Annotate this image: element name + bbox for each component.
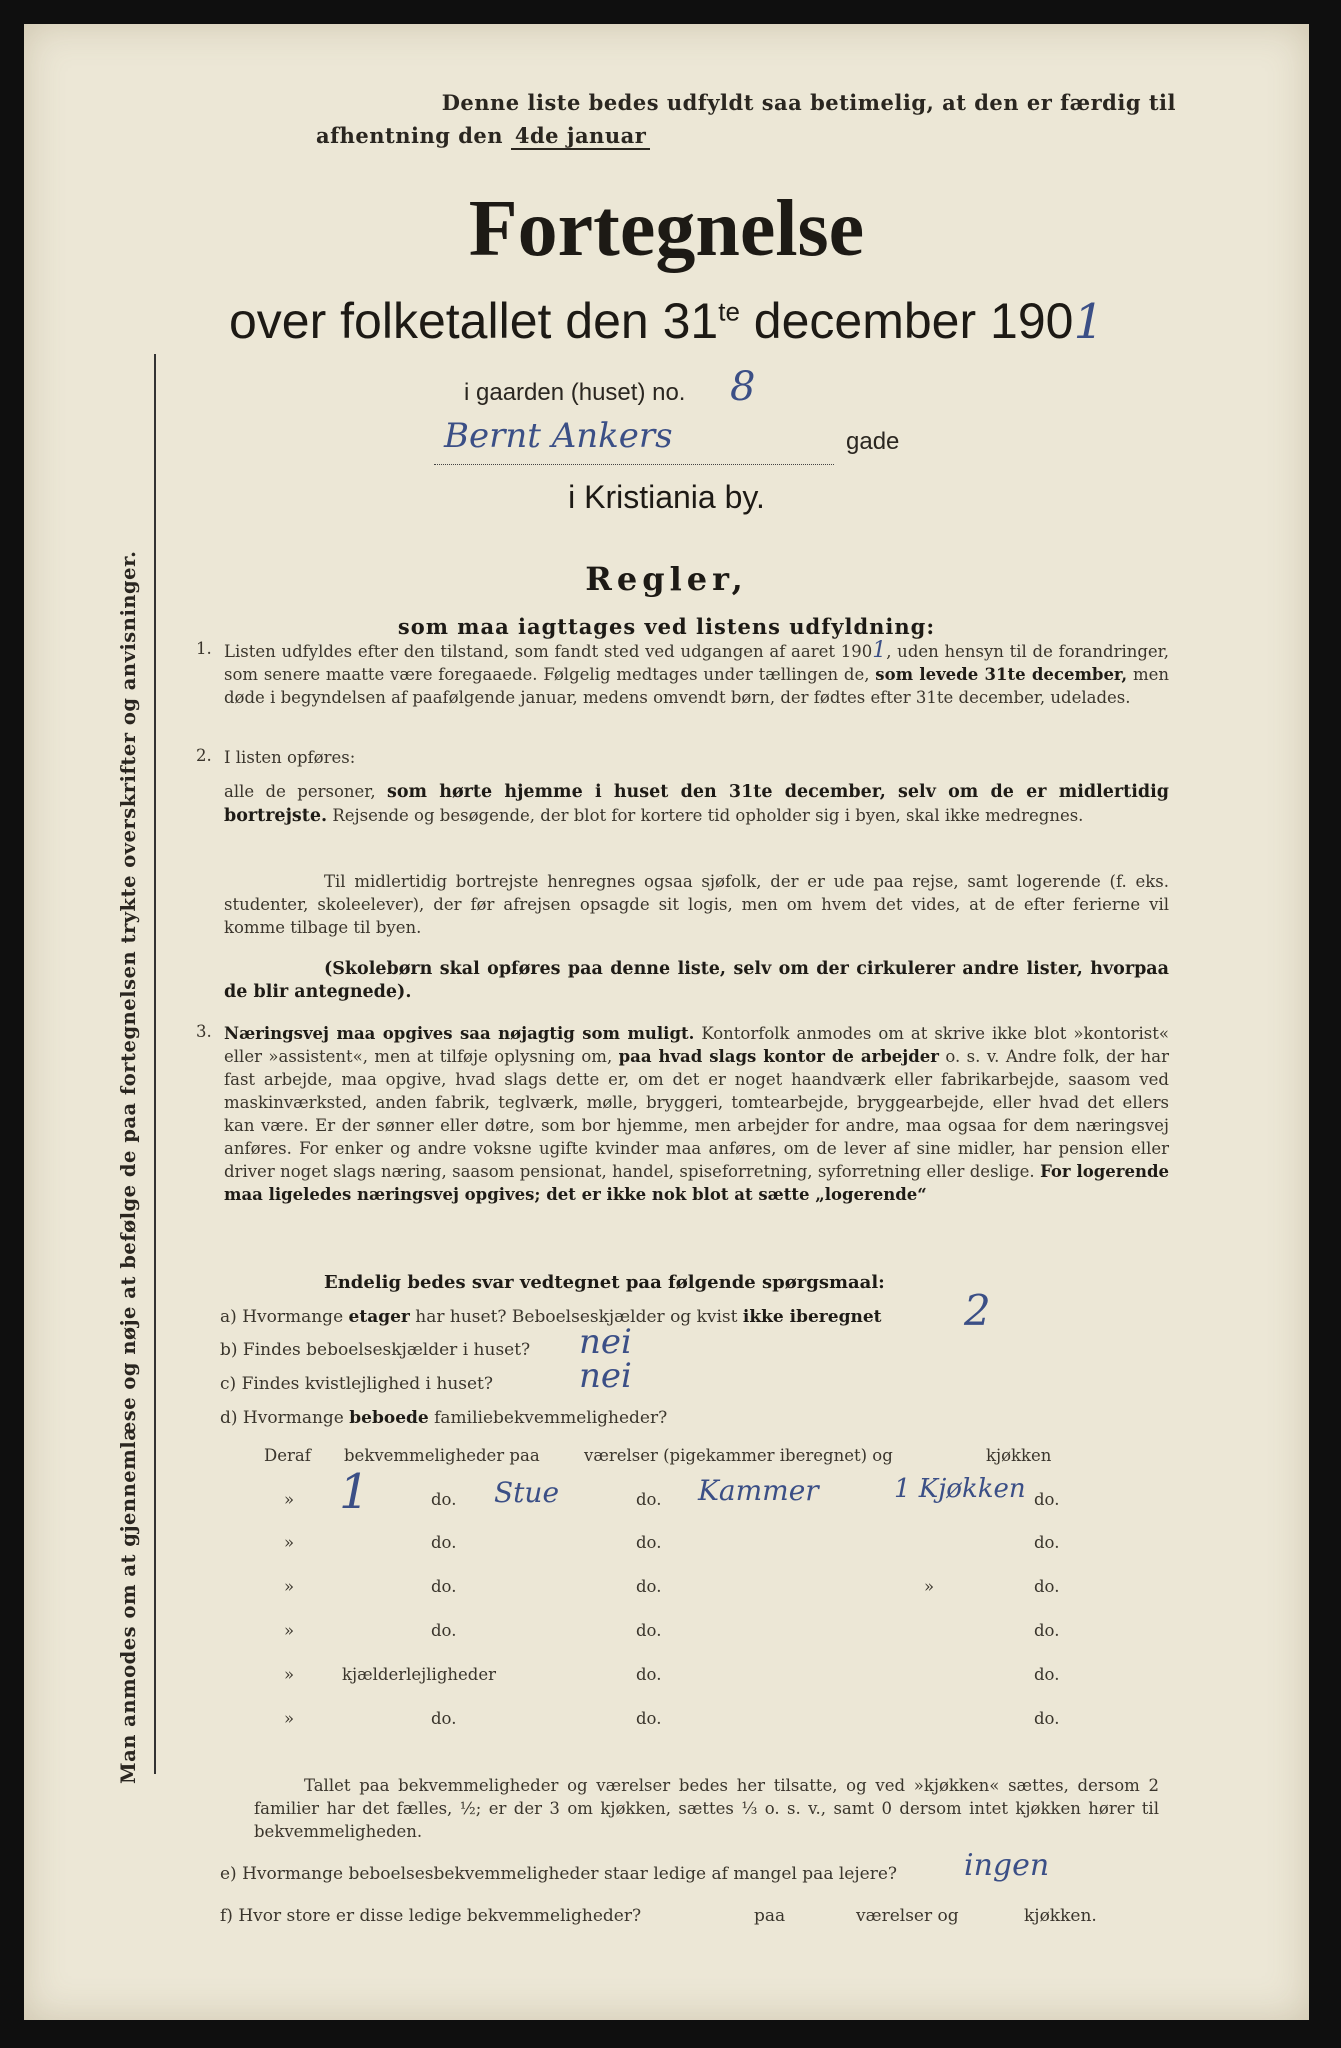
table-row-3-mid-quote: » <box>924 1577 935 1596</box>
table-row-5-quote: » <box>284 1665 295 1684</box>
handwritten-room-stue: Stue <box>494 1476 560 1509</box>
sidebar-instruction: Man anmodes om at gjennemlæse og nøje at befølge de paa fortegnelsen trykte overskrifter og anvisninger. <box>117 550 140 1784</box>
table-row-6-c1: do. <box>431 1709 457 1728</box>
handwritten-room-kammer: Kammer <box>698 1474 819 1507</box>
sidebar-rule <box>154 354 156 1774</box>
house-number-label: i gaarden (huset) no. <box>464 379 686 406</box>
footnote: Tallet paa bekvemmeligheder og værelser bedes her tilsatte, og ved »kjøkken« sættes, dersom 2 familier har det fælles, ½; er der 3 om kjøkken, sættes ⅓ o. s. v., samt 0 dersom intet kjøkken hører til bekvemmeligheden. <box>254 1776 1159 1841</box>
table-row-3-quote: » <box>284 1577 295 1596</box>
table-row-5-c1: kjælderlejligheder <box>342 1665 496 1684</box>
table-row-1-quote: » <box>284 1490 295 1509</box>
table-row-4-c2: do. <box>636 1621 662 1640</box>
table-row-2-c1: do. <box>431 1533 457 1552</box>
pickup-date: 4de januar <box>511 124 650 150</box>
table-row-1-c3: do. <box>1034 1490 1060 1509</box>
city-name: i Kristiania by. <box>568 479 765 515</box>
rule-2-text: alle de personer, som hørte hjemme i huset den 31te december, selv om de er midlertidig bortrejste. Rejsende og besøgende, der blot for kortere tid opholder sig i byen, skal ikke medregnes. <box>224 782 1169 826</box>
rule-2-schoolchildren: (Skolebørn skal opføres paa denne liste, selv om der cirkulerer andre lister, hvorpaa de blir antegnede). <box>224 959 1169 1002</box>
table-row-2-c3: do. <box>1034 1533 1060 1552</box>
form-title: Fortegnelse <box>468 185 865 273</box>
rule-3-number: 3. <box>196 1022 212 1041</box>
handwritten-street-name: Bernt Ankers <box>444 416 673 456</box>
table-row-2-quote: » <box>284 1533 295 1552</box>
table-row-3-c2: do. <box>636 1577 662 1596</box>
table-row-3-c1: do. <box>431 1577 457 1596</box>
table-row-5-c2: do. <box>636 1665 662 1684</box>
handwritten-answer-b: nei <box>579 1322 632 1362</box>
rule-2-note: Til midlertidig bortrejste henregnes ogsaa sjøfolk, der er ude paa rejse, samt logerende (f. eks. studenter, skoleelever), der før afrejsen opsagde sit logis, men om hvem det vides, at de efter ferierne vil komme tilbage til byen. <box>224 872 1169 937</box>
handwritten-kitchen: 1 Kjøkken <box>894 1474 1026 1504</box>
table-header-kitchen: kjøkken <box>986 1446 1052 1465</box>
table-row-5-c3: do. <box>1034 1665 1060 1684</box>
question-f: f) Hvor store er disse ledige bekvemmeligheder? <box>220 1906 642 1926</box>
table-row-6-quote: » <box>284 1709 295 1728</box>
table-row-4-c3: do. <box>1034 1621 1060 1640</box>
question-a: a) Hvormange etager har huset? Beboelseskjælder og kvist ikke iberegnet <box>220 1307 882 1327</box>
table-header-units: bekvemmeligheder paa <box>344 1446 540 1465</box>
handwritten-house-number: 8 <box>730 364 756 410</box>
table-header-rooms: værelser (pigekammer iberegnet) og <box>584 1446 893 1465</box>
handwritten-units-count: 1 <box>339 1464 370 1520</box>
question-b: b) Findes beboelseskjælder i huset? <box>220 1340 531 1360</box>
question-f-kjokken: kjøkken. <box>1024 1906 1097 1926</box>
handwritten-year-rule1: 1 <box>872 638 887 663</box>
rule-2-number: 2. <box>196 746 212 765</box>
table-row-4-quote: » <box>284 1621 295 1640</box>
notice-line-2: afhentning den <box>316 123 504 148</box>
census-form-page <box>24 24 1309 2020</box>
table-header-deraf: Deraf <box>264 1446 311 1465</box>
table-row-1-c2: do. <box>636 1490 662 1509</box>
rules-heading: Regler, <box>585 560 748 598</box>
questions-intro: Endelig bedes svar vedtegnet paa følgende spørgsmaal: <box>324 1272 885 1293</box>
rule-3-text: Næringsvej maa opgives saa nøjagtig som muligt. Kontorfolk anmodes om at skrive ikke blot »kontorist« eller »assistent«, men at tilføje oplysning om, paa hvad slags kontor de arbejder o. s. v. Andre folk, der har fast arbejde, maa opgive, hvad slags dette er, om det er noget haandværk eller fabrikarbejde, saasom ved maskinværksted, anden fabrik, teglværk, mølle, bryggeri, tomtearbejde, bryggearbejde, eller hvad det ellers kan være. Er der sønner eller døtre, som bor hjemme, men arbejder for andre, maa ogsaa for dem næringsvej anføres. For enker og andre voksne ugifte kvinder maa anføres, om de lever af sine midler, har pension eller driver noget slags næring, saasom pensionat, handel, spiseforretning, syforretning eller deslige. For logerende maa ligeledes næringsvej opgives; det er ikke nok blot at sætte „logerende“ <box>224 1024 1169 1204</box>
handwritten-answer-a: 2 <box>964 1286 991 1335</box>
handwritten-year-digit: 1 <box>1073 294 1104 350</box>
question-e: e) Hvormange beboelsesbekvemmeligheder staar ledige af mangel paa lejere? <box>220 1864 897 1884</box>
pickup-notice <box>316 86 1176 152</box>
rule-1-number: 1. <box>196 639 212 658</box>
rule-2-intro: I listen opføres: <box>224 748 356 767</box>
table-row-3-c3: do. <box>1034 1577 1060 1596</box>
gade-label: gade <box>846 428 900 455</box>
rule-1-text: Listen udfyldes efter den tilstand, som fandt sted ved udgangen af aaret 1901, uden hensyn til de forandringer, som senere maatte være foregaaede. Følgelig medtages under tællingen de, som levede 31te december, men døde i begyndelsen af paafølgende januar, medens omvendt børn, der fødtes efter 31te december, udelades. <box>224 638 1170 707</box>
form-subtitle: over folketallet den $31^{te}$ december 1901 <box>229 293 1104 350</box>
table-row-2-c2: do. <box>636 1533 662 1552</box>
question-f-paa: paa <box>754 1906 786 1926</box>
table-row-4-c1: do. <box>431 1621 457 1640</box>
question-f-vaerelser: værelser og <box>856 1906 959 1926</box>
question-c: c) Findes kvistlejlighed i huset? <box>220 1374 494 1394</box>
table-row-6-c2: do. <box>636 1709 662 1728</box>
question-d: d) Hvormange beboede familiebekvemmeligheder? <box>220 1408 668 1428</box>
rules-subheading: som maa iagttages ved listens udfyldning: <box>397 614 936 639</box>
handwritten-answer-e: ingen <box>964 1848 1050 1883</box>
street-underline <box>434 464 834 465</box>
handwritten-answer-c: nei <box>579 1356 632 1396</box>
table-row-1-c1: do. <box>431 1490 457 1509</box>
notice-line-1: Denne liste bedes udfyldt saa betimelig, at den er færdig til <box>441 90 1176 115</box>
table-row-6-c3: do. <box>1034 1709 1060 1728</box>
